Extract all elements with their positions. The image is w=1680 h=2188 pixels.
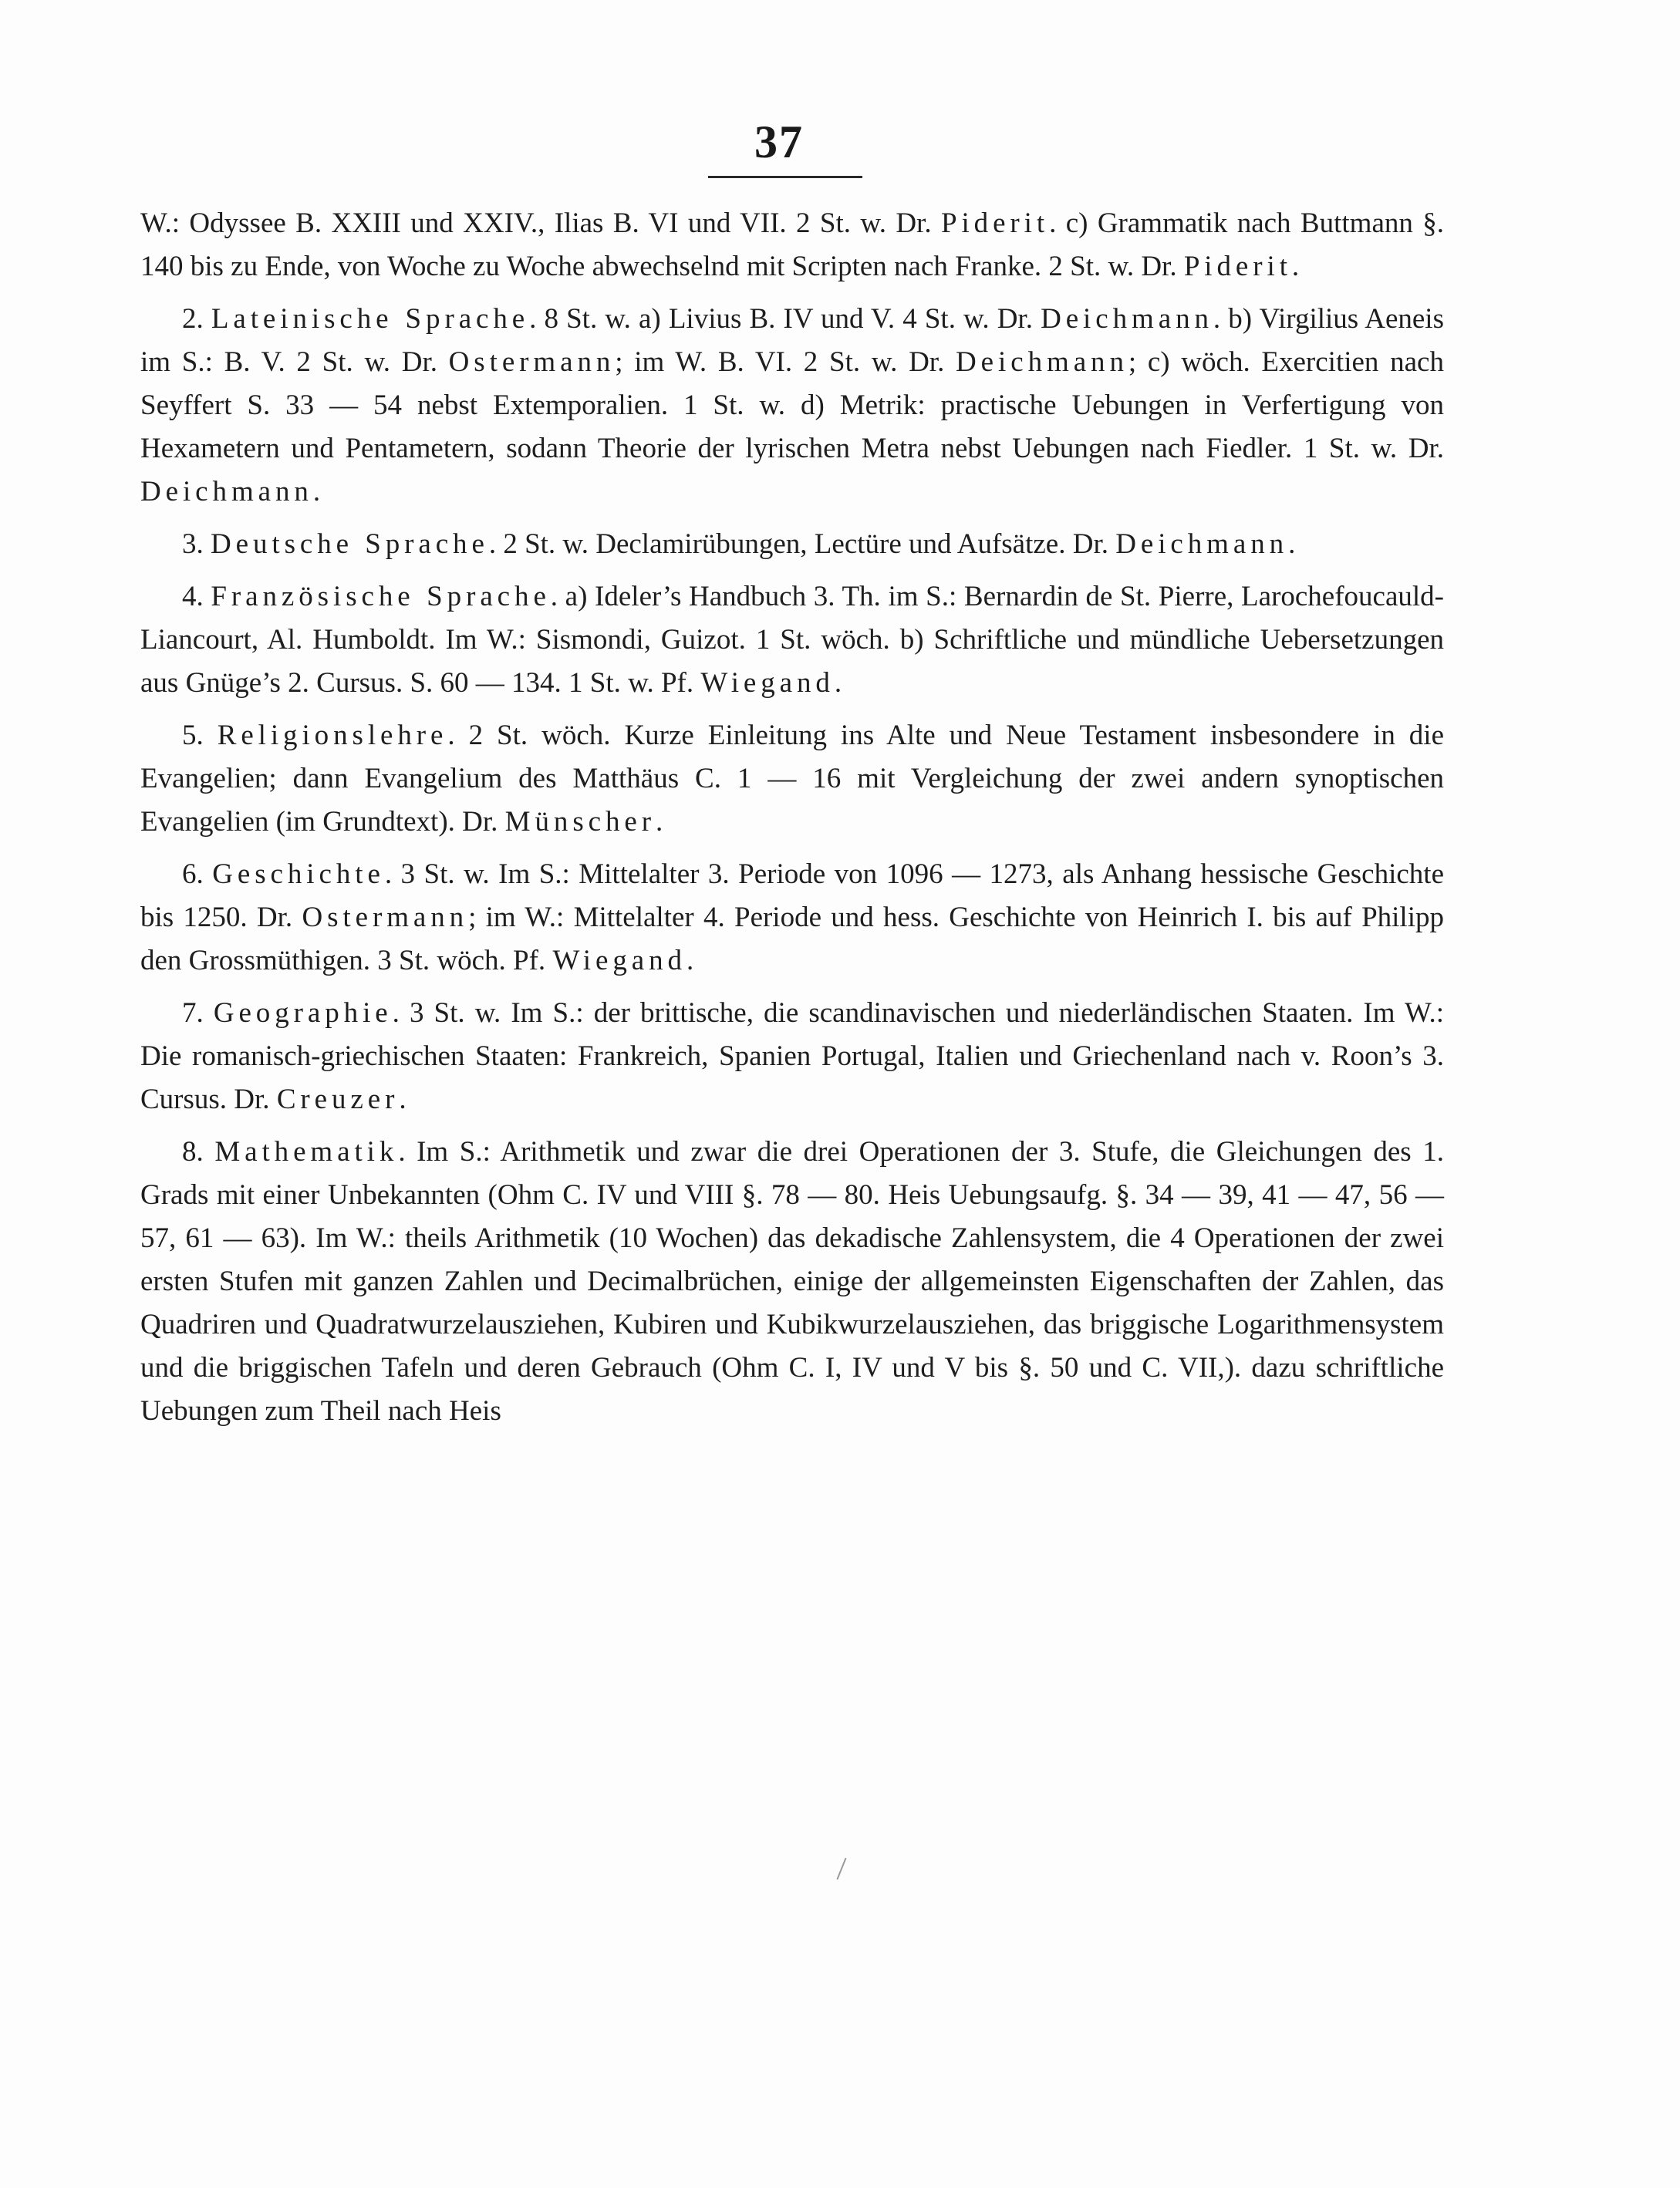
text-run: 4. bbox=[182, 581, 211, 612]
spaced-name: Geographie bbox=[213, 997, 393, 1029]
spaced-name: Ostermann bbox=[448, 346, 616, 378]
paragraph bbox=[140, 1131, 1444, 1433]
paragraph bbox=[140, 575, 1444, 705]
paragraph bbox=[140, 298, 1444, 514]
paragraph bbox=[140, 202, 1444, 288]
spaced-name: Deichmann bbox=[1041, 303, 1213, 335]
text-run: . 2 St. w. Declamirübungen, Lectüre und Aufsätze. Dr. bbox=[488, 528, 1116, 560]
text-run: . bbox=[834, 667, 842, 699]
spaced-name: Geschichte bbox=[212, 858, 385, 890]
text-run: 5. bbox=[182, 720, 218, 751]
spaced-name: Piderit bbox=[1183, 251, 1292, 282]
spaced-name: Ostermann bbox=[302, 902, 469, 933]
text-run: W.: Odyssee B. XXIII und XXIV., Ilias B. VI und VII. 2 St. w. Dr. bbox=[140, 207, 941, 239]
spaced-name: Münscher bbox=[504, 806, 656, 838]
text-run: ; im W. B. VI. 2 St. w. Dr. bbox=[615, 346, 956, 378]
text-run: 3. bbox=[182, 528, 211, 560]
text-run: . 3 St. w. Im S.: der brittische, die scandinavischen und niederländischen Staaten. Im W.: Die romanisch-griechischen Staaten: Frankreich, Spanien Portugal, Italien und Griechenland nach v. Roon’s 3. Cursus. Dr. bbox=[140, 997, 1445, 1115]
text-run: . 2 St. wöch. Kurze Einleitung ins Alte und Neue Testament insbesondere in die Evangelien; dann Evangelium des Matthäus C. 1 — 16 mit Vergleichung der zwei andern synoptischen Evangelien (im Grundtext). Dr. bbox=[140, 720, 1445, 838]
spaced-name: Französische Sprache bbox=[211, 581, 551, 612]
text-run: 7. bbox=[182, 997, 214, 1029]
text-run: . c) Grammatik nach Buttmann §. 140 bis zu Ende, von Woche zu Woche abwechselnd mit Scripten nach Franke. 2 St. w. Dr. bbox=[140, 207, 1444, 282]
spaced-name: Creuzer bbox=[276, 1084, 400, 1115]
spaced-name: Wiegand bbox=[700, 667, 835, 699]
spaced-name: Deichmann bbox=[956, 346, 1128, 378]
spaced-name: Wiegand bbox=[552, 945, 687, 976]
text-run: . bbox=[312, 476, 321, 507]
spaced-name: Religionslehre bbox=[217, 720, 448, 751]
text-run: ; im W.: Mittelalter 4. Periode und hess. Geschichte von Heinrich I. bis auf Philipp den Grossmüthigen. 3 St. wöch. Pf. bbox=[140, 902, 1444, 976]
text-run: . bbox=[1291, 251, 1300, 282]
spaced-name: Piderit bbox=[940, 207, 1050, 239]
page-number-rule bbox=[708, 176, 862, 178]
text-run: 8. bbox=[182, 1136, 215, 1168]
text-run: . bbox=[655, 806, 663, 838]
text-run: . bbox=[399, 1084, 407, 1115]
text-run: . bbox=[686, 945, 694, 976]
spaced-name: Deichmann bbox=[140, 476, 313, 507]
paragraph bbox=[140, 853, 1444, 983]
text-run: . Im S.: Arithmetik und zwar die drei Operationen der 3. Stufe, die Gleichungen des 1. Grads mit einer Unbekannten (Ohm C. IV und VIII §. 78 — 80. Heis Uebungsaufg. §. 34 — 39, 41 — 47, 56 — 57, 61 — 63). Im W.: theils Arithmetik (10 Wochen) das dekadische Zahlensystem, die 4 Operationen der zwei ersten Stufen mit ganzen Zahlen und Decimalbrüchen, einige der allgemeinsten Eigenschaften der Zahlen, das Quadriren und Quadratwurzelausziehen, Kubiren und Kubikwurzelausziehen, das briggische Logarithmensystem und die briggischen Tafeln und deren Gebrauch (Ohm C. I, IV und V bis §. 50 und C. VII,). dazu schriftliche Uebungen zum Theil nach Heis bbox=[140, 1136, 1444, 1427]
body-text bbox=[140, 202, 1444, 1442]
stray-ink-mark bbox=[836, 1858, 846, 1880]
spaced-name: Mathematik bbox=[214, 1136, 399, 1168]
text-run: . a) Ideler’s Handbuch 3. Th. im S.: Bernardin de St. Pierre, Larochefoucauld-Liancourt, Al. Humboldt. Im W.: Sismondi, Guizot. 1 St. wöch. b) Schriftliche und mündliche Uebersetzungen aus Gnüge’s 2. Cursus. S. 60 — 134. 1 St. w. Pf. bbox=[140, 581, 1444, 699]
spaced-name: Deutsche Sprache bbox=[211, 528, 489, 560]
paragraph bbox=[140, 714, 1444, 844]
spaced-name: Deichmann bbox=[1115, 528, 1289, 560]
text-run: 6. bbox=[182, 858, 213, 890]
text-run: . bbox=[1288, 528, 1296, 560]
text-run: ; c) wöch. Exercitien nach Seyffert S. 33 — 54 nebst Extemporalien. 1 St. w. d) Metrik: practische Uebungen in Verfertigung von Hexametern und Pentametern, sodann Theorie der lyrischen Metra nebst Uebungen nach Fiedler. 1 St. w. Dr. bbox=[140, 346, 1444, 464]
spaced-name: Lateinische Sprache bbox=[211, 303, 530, 335]
text-run: . 3 St. w. Im S.: Mittelalter 3. Periode von 1096 — 1273, als Anhang hessische Geschichte bis 1250. Dr. bbox=[140, 858, 1445, 933]
paragraph bbox=[140, 523, 1444, 566]
page-number: 37 bbox=[754, 116, 804, 167]
text-run: . b) Virgilius Aeneis im S.: B. V. 2 St. w. Dr. bbox=[140, 303, 1444, 378]
text-run: . 8 St. w. a) Livius B. IV und V. 4 St. w. Dr. bbox=[529, 303, 1041, 335]
paragraph bbox=[140, 992, 1444, 1121]
text-run: 2. bbox=[182, 303, 211, 335]
